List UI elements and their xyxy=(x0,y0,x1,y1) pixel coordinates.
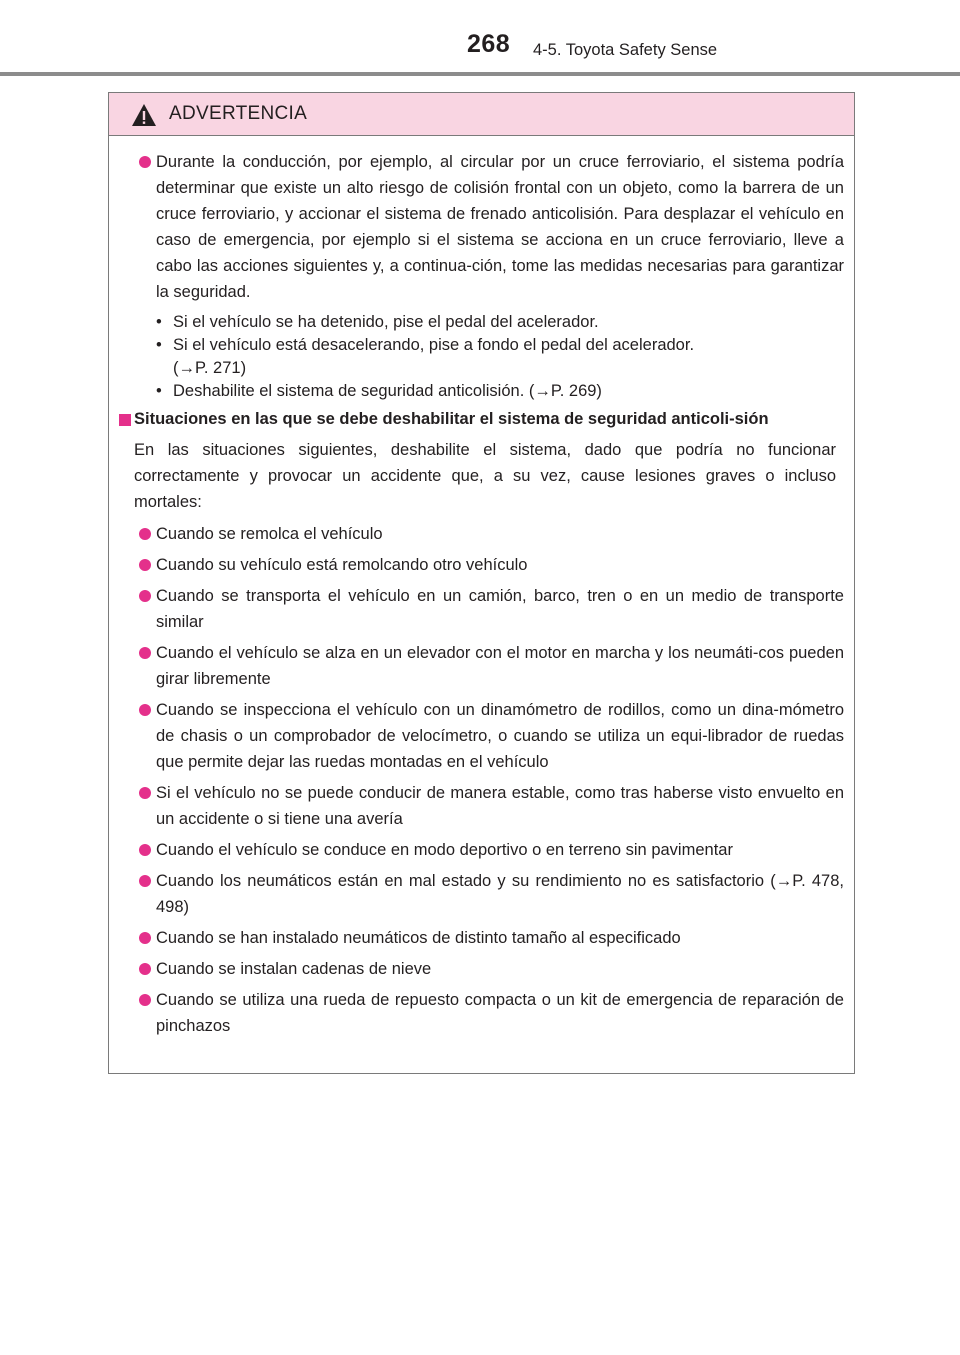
situation-text: Cuando se inspecciona el vehículo con un dinamómetro de rodillos, como un dina-mómetro de chasis o un comprobador de velocímetro, o cuando se utiliza un equi-librador de ruedas que permite dejar las ruedas montadas en el vehículo xyxy=(156,701,844,771)
list-item xyxy=(109,868,854,920)
action-text: Si el vehículo está desacelerando, pise a fondo el pedal del acelerador. xyxy=(173,336,695,354)
section-heading xyxy=(109,407,854,431)
situation-text: Si el vehículo no se puede conducir de manera estable, como tras haberse visto envuelto en un accidente o si tiene una avería xyxy=(156,784,844,828)
situation-text: Cuando se utiliza una rueda de repuesto compacta o un kit de emergencia de reparación de pinchazos xyxy=(156,991,844,1035)
intro-item xyxy=(109,149,854,305)
list-item xyxy=(109,552,854,578)
list-item xyxy=(109,640,854,692)
list-item xyxy=(109,521,854,547)
page-header xyxy=(0,0,960,78)
warning-title: ADVERTENCIA xyxy=(169,103,308,124)
bullet-dot-icon xyxy=(139,875,151,887)
page-number: 268 xyxy=(467,30,511,58)
situation-text: Cuando el vehículo se conduce en modo deportivo o en terreno sin pavimentar xyxy=(156,841,733,859)
action-text: Si el vehículo se ha detenido, pise el pedal del acelerador. xyxy=(173,313,599,331)
heading-text: Situaciones en las que se debe deshabilitar el sistema de seguridad anticoli-sión xyxy=(134,410,769,428)
warning-body xyxy=(109,149,854,1044)
situation-text: Cuando se instalan cadenas de nieve xyxy=(156,960,432,978)
square-bullet-icon xyxy=(119,414,131,426)
bullet-dot-icon xyxy=(139,704,151,716)
warning-header xyxy=(109,93,854,136)
situation-text: Cuando se han instalado neumáticos de distinto tamaño al especificado xyxy=(156,929,681,947)
bullet-dot-icon xyxy=(139,528,151,540)
bullet-dot-icon xyxy=(139,844,151,856)
sub-bullet: • xyxy=(156,313,162,331)
action-item xyxy=(109,334,854,380)
list-item xyxy=(109,780,854,832)
intro-text: Durante la conducción, por ejemplo, al circular por un cruce ferroviario, el sistema podría determinar que existe un alto riesgo de colisión frontal con un objeto, como la barrera de un cruce ferroviario, y accionar el sistema de frenado anticolisión. Para desplazar el vehículo en caso de emergencia, por ejemplo si el sistema se acciona en un cruce ferroviario, lleve a cabo las acciones siguientes y, a continua-ción, tome las medidas necesarias para garantizar la seguridad. xyxy=(156,153,844,301)
situation-text: Cuando su vehículo está remolcando otro vehículo xyxy=(156,556,528,574)
warning-triangle-icon xyxy=(131,103,157,127)
sub-bullet: • xyxy=(156,382,162,400)
list-item xyxy=(109,956,854,982)
action-ref: (→P. 271) xyxy=(173,359,247,377)
bullet-dot-icon xyxy=(139,963,151,975)
situation-text: Cuando los neumáticos están en mal estado y su rendimiento no es satisfactorio (→P. 478, 498) xyxy=(156,872,844,916)
bullet-dot-icon xyxy=(139,932,151,944)
bullet-dot-icon xyxy=(139,787,151,799)
bullet-dot-icon xyxy=(139,156,151,168)
situation-text: Cuando se remolca el vehículo xyxy=(156,525,383,543)
action-item xyxy=(109,380,854,403)
list-item xyxy=(109,987,854,1039)
warning-box xyxy=(108,92,855,1074)
bullet-dot-icon xyxy=(139,994,151,1006)
heading-paragraph: En las situaciones siguientes, deshabilite el sistema, dado que podría no funcionar correctamente y provocar un accidente que, a su vez, cause lesiones graves o incluso mortales: xyxy=(134,441,836,511)
sub-bullet: • xyxy=(156,336,162,354)
situation-text: Cuando el vehículo se alza en un elevador con el motor en marcha y los neumáti-cos pueden girar libremente xyxy=(156,644,844,688)
action-list xyxy=(109,311,854,403)
action-text: Deshabilite el sistema de seguridad anticolisión. (→P. 269) xyxy=(173,382,602,400)
list-item xyxy=(109,697,854,775)
list-item xyxy=(109,837,854,863)
bullet-dot-icon xyxy=(139,590,151,602)
list-item xyxy=(109,583,854,635)
situation-text: Cuando se transporta el vehículo en un camión, barco, tren o en un medio de transporte similar xyxy=(156,587,844,631)
section-title: 4-5. Toyota Safety Sense xyxy=(533,41,718,59)
list-item xyxy=(109,925,854,951)
bullet-dot-icon xyxy=(139,559,151,571)
action-item xyxy=(109,311,854,334)
header-divider xyxy=(0,72,960,76)
bullet-dot-icon xyxy=(139,647,151,659)
